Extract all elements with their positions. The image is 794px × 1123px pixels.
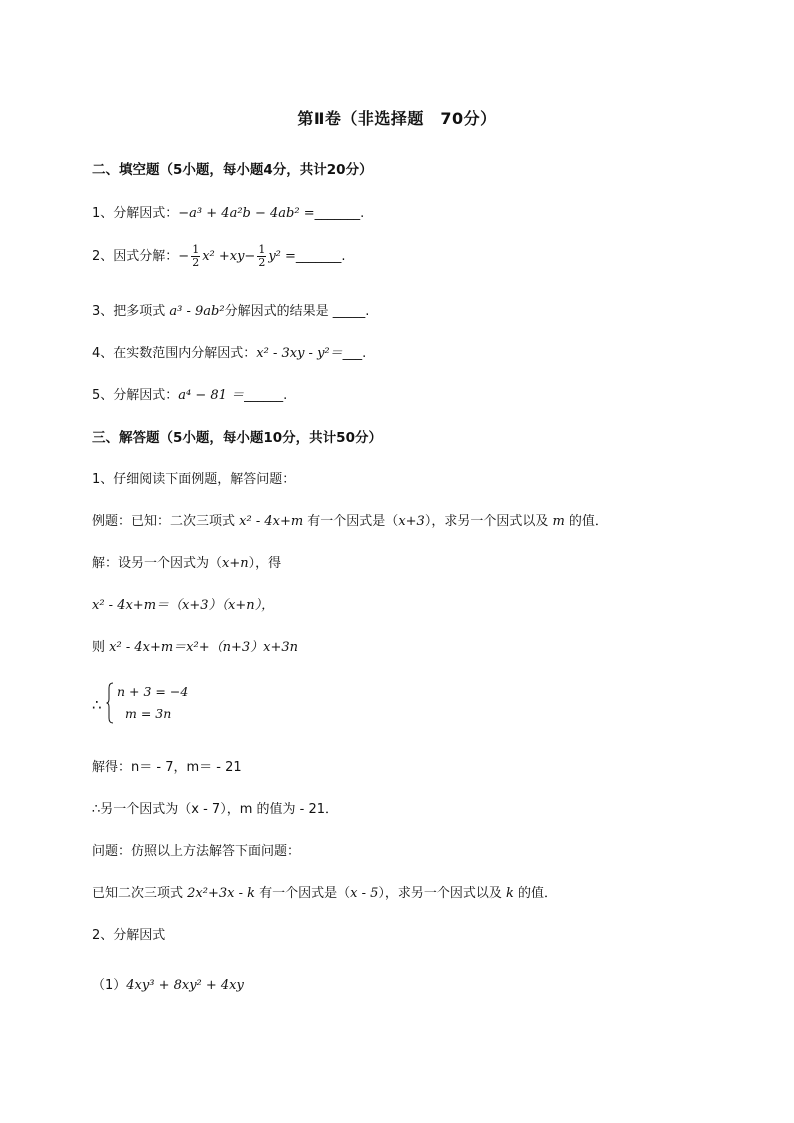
therefore-symbol: ∴ [92, 696, 102, 714]
section-heading-answer: 三、解答题（5小题，每小题10分，共计50分） [92, 430, 382, 446]
question-prompt: 问题：仿照以上方法解答下面问题： [92, 844, 301, 859]
question-3-2-part-1: （1）4xy³ + 8xy² + 4xy [92, 978, 244, 993]
example-statement: 例题：已知：二次三项式 x² - 4x+m 有一个因式是（x+3），求另一个因式以及 m 的值． [92, 514, 608, 529]
question-2-3: 3、把多项式 a³ - 9ab²分解因式的结果是 _____. [92, 304, 370, 319]
brace-icon [106, 682, 114, 724]
question-3-1-intro: 1、仔细阅读下面例题，解答问题： [92, 472, 296, 487]
system-equation-1: n + 3 = −4 [117, 684, 189, 699]
fraction-half: $\frac{1}{2}$ [258, 243, 266, 269]
equation-2: 则 x² - 4x+m＝x²+（n+3）x+3n [92, 640, 299, 655]
question-2-4: 4、在实数范围内分解因式：x² - 3xy - y²＝___. [92, 346, 367, 361]
equation-1: x² - 4x+m＝（x+3）（x+n）， [92, 598, 275, 613]
solved-values: 解得：n＝ - 7，m＝ - 21 [92, 760, 242, 775]
system-equation-2: m = 3n [125, 706, 172, 721]
question-2-2: 2、因式分解：− $\frac{1}{2}$ x² +xy− $\frac{1}{2}$ y² =_______. [92, 243, 346, 269]
example-conclusion: ∴另一个因式为（x - 7），m 的值为 - 21． [92, 802, 338, 817]
section-heading-fill-in: 二、填空题（5小题，每小题4分，共计20分） [92, 162, 373, 178]
solution-intro: 解：设另一个因式为（x+n），得 [92, 556, 282, 571]
task-statement: 已知二次三项式 2x²+3x - k 有一个因式是（x - 5），求另一个因式以及 k 的值． [92, 886, 558, 901]
page-title: 第Ⅱ卷（非选择题 70分） [297, 109, 497, 128]
question-2-1: 1、分解因式：−a³ + 4a²b − 4ab² =_______. [92, 206, 365, 221]
question-3-2-heading: 2、分解因式 [92, 928, 166, 943]
fraction-half: $\frac{1}{2}$ [192, 243, 200, 269]
question-2-5: 5、分解因式：a⁴ − 81 ＝______. [92, 388, 288, 403]
